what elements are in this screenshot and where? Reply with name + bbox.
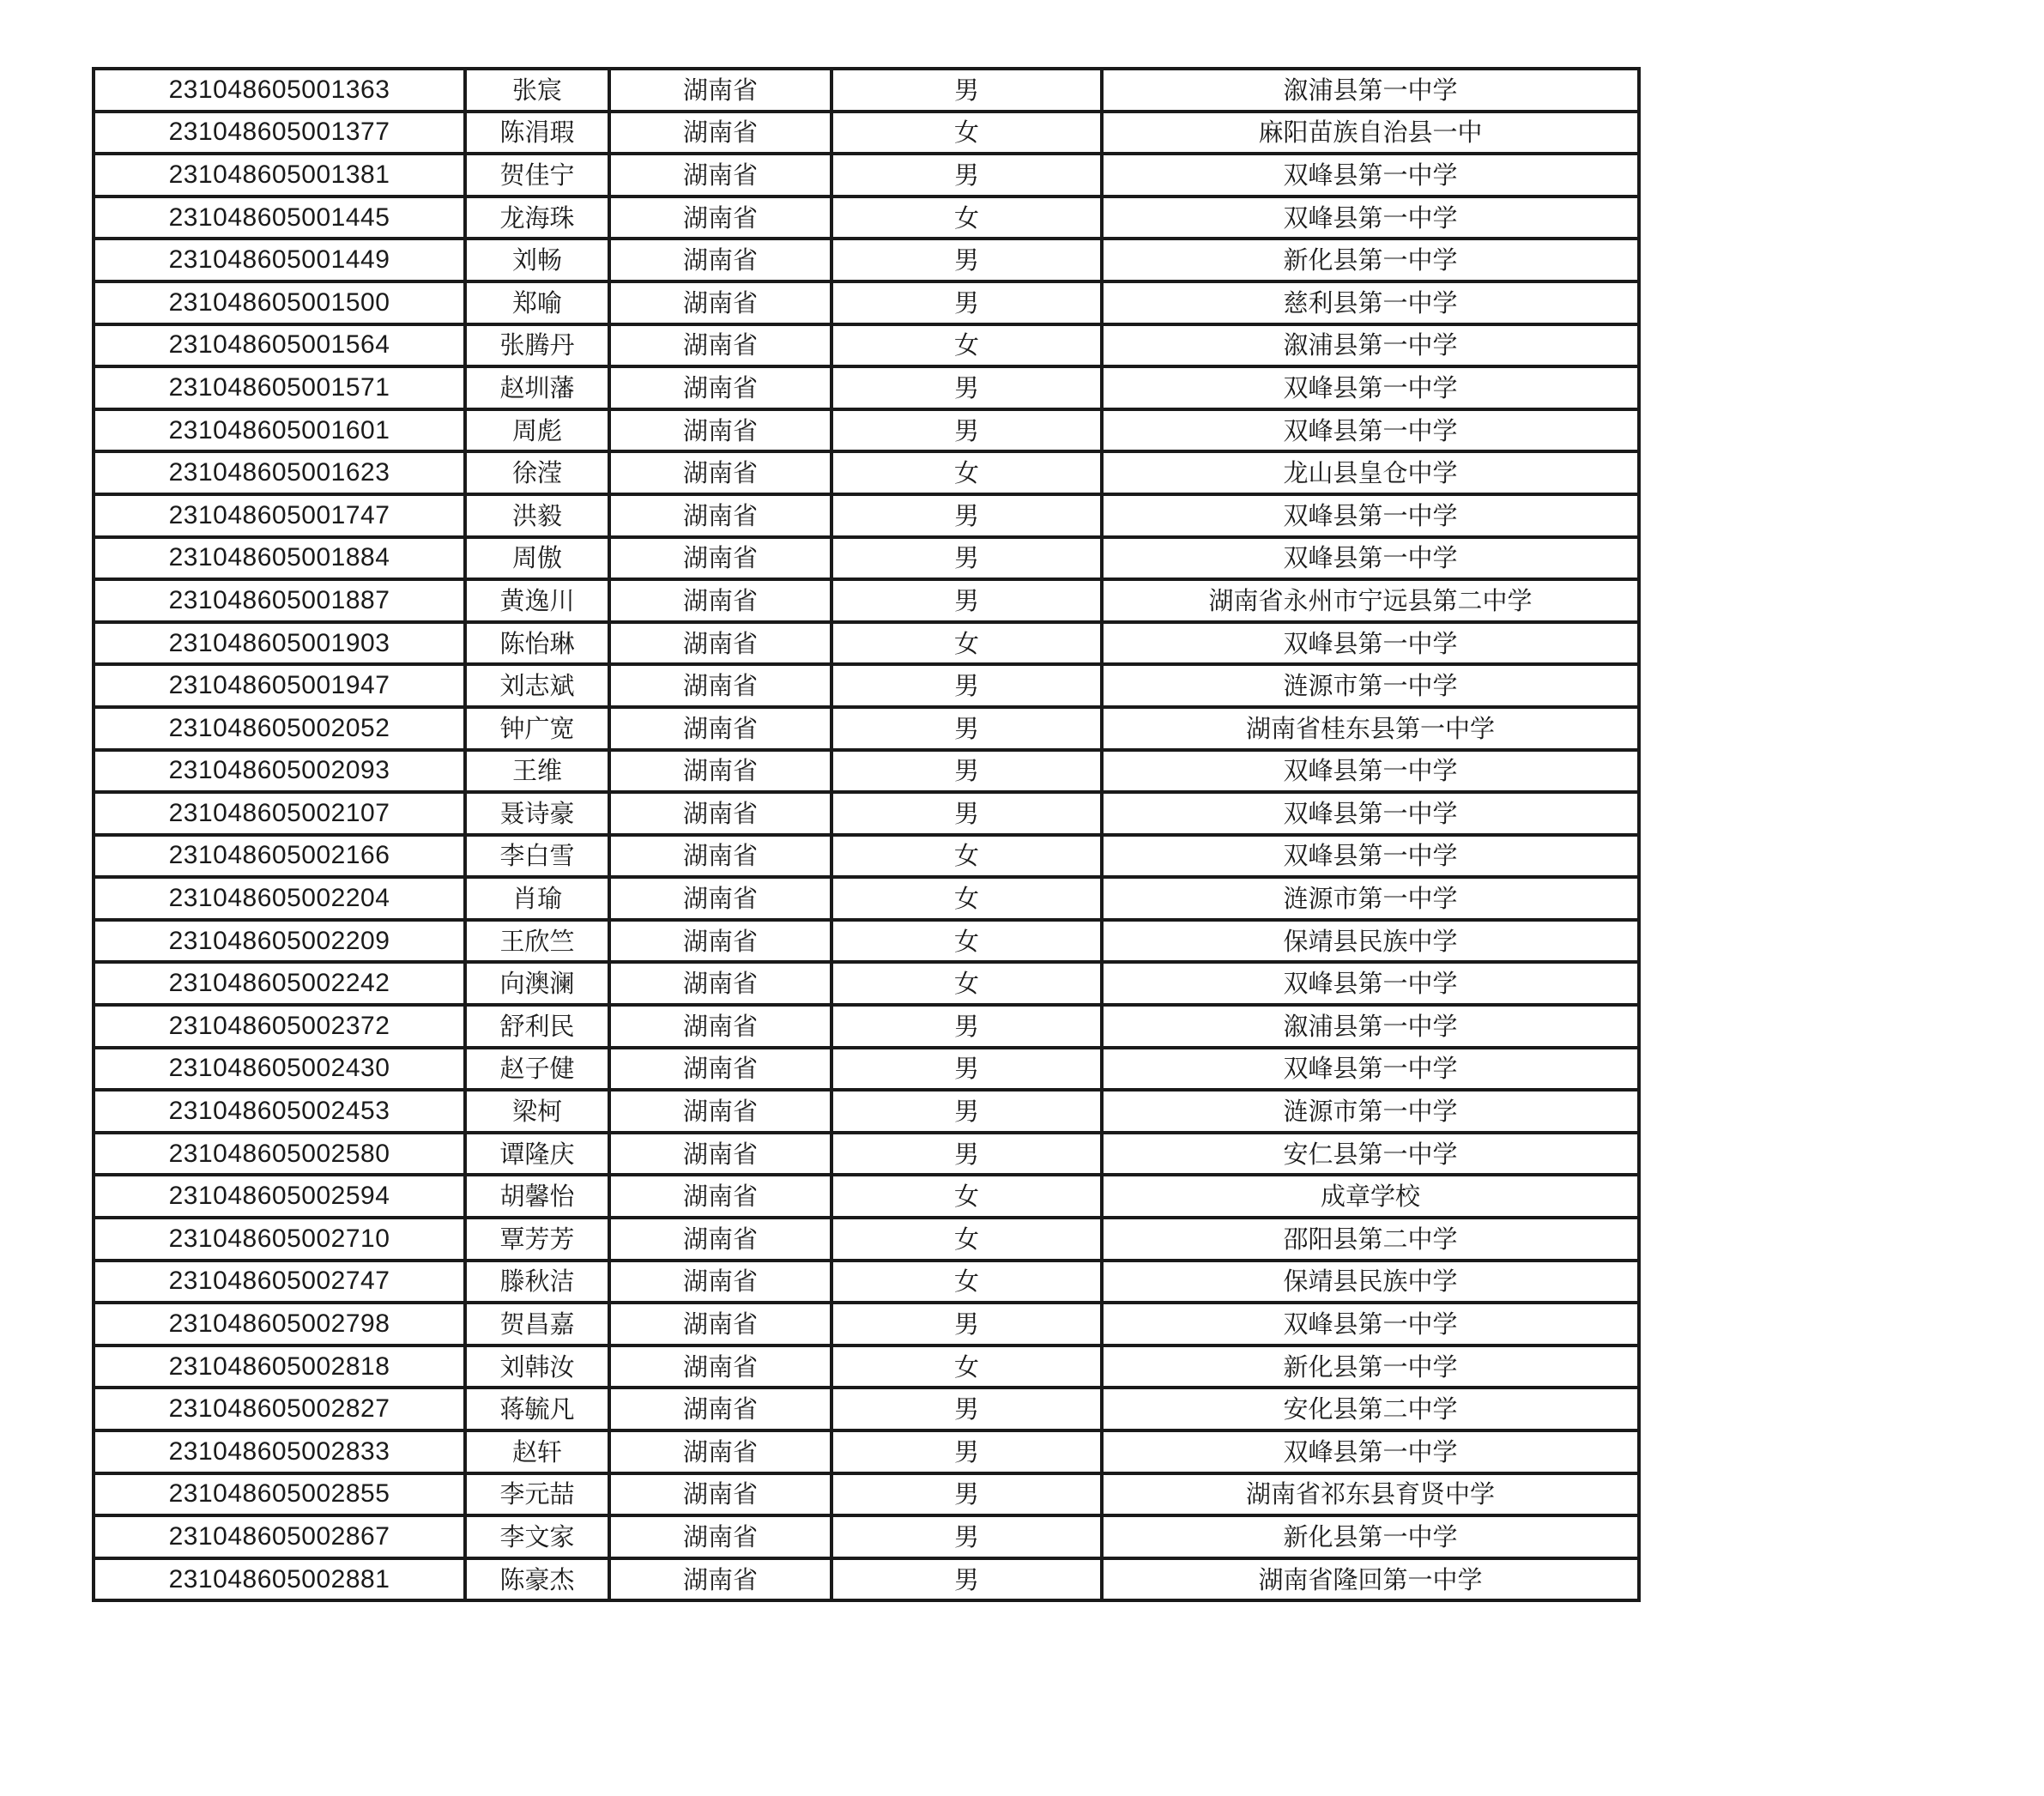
name-cell: 陈怡琳 bbox=[465, 622, 609, 665]
gender-cell: 男 bbox=[832, 792, 1102, 835]
gender-cell: 女 bbox=[832, 1261, 1102, 1303]
id-cell: 231048605002242 bbox=[94, 962, 465, 1005]
table-row bbox=[94, 409, 1639, 452]
school-cell: 龙山县皇仓中学 bbox=[1102, 451, 1639, 494]
province-cell: 湖南省 bbox=[609, 1388, 832, 1430]
gender-cell: 男 bbox=[832, 1430, 1102, 1473]
province-cell: 湖南省 bbox=[609, 1473, 832, 1516]
id-cell: 231048605002818 bbox=[94, 1345, 465, 1388]
school-cell: 新化县第一中学 bbox=[1102, 1515, 1639, 1558]
table-row bbox=[94, 1261, 1639, 1303]
name-cell: 郑喻 bbox=[465, 281, 609, 324]
id-cell: 231048605002166 bbox=[94, 835, 465, 878]
table-row bbox=[94, 154, 1639, 197]
id-cell: 231048605002833 bbox=[94, 1430, 465, 1473]
province-cell: 湖南省 bbox=[609, 494, 832, 537]
table-row bbox=[94, 792, 1639, 835]
school-cell: 成章学校 bbox=[1102, 1175, 1639, 1218]
name-cell: 谭隆庆 bbox=[465, 1133, 609, 1176]
table-row bbox=[94, 197, 1639, 239]
gender-cell: 男 bbox=[832, 154, 1102, 197]
school-cell: 麻阳苗族自治县一中 bbox=[1102, 112, 1639, 154]
province-cell: 湖南省 bbox=[609, 920, 832, 963]
province-cell: 湖南省 bbox=[609, 154, 832, 197]
id-cell: 231048605001884 bbox=[94, 537, 465, 580]
province-cell: 湖南省 bbox=[609, 239, 832, 281]
school-cell: 双峰县第一中学 bbox=[1102, 409, 1639, 452]
id-cell: 231048605002710 bbox=[94, 1218, 465, 1261]
name-cell: 陈豪杰 bbox=[465, 1558, 609, 1601]
name-cell: 张宸 bbox=[465, 69, 609, 112]
school-cell: 溆浦县第一中学 bbox=[1102, 1005, 1639, 1048]
province-cell: 湖南省 bbox=[609, 622, 832, 665]
name-cell: 肖瑜 bbox=[465, 877, 609, 920]
table-row bbox=[94, 1303, 1639, 1345]
province-cell: 湖南省 bbox=[609, 1515, 832, 1558]
province-cell: 湖南省 bbox=[609, 1005, 832, 1048]
table-row bbox=[94, 1048, 1639, 1091]
table-row bbox=[94, 1473, 1639, 1516]
id-cell: 231048605001947 bbox=[94, 664, 465, 707]
province-cell: 湖南省 bbox=[609, 409, 832, 452]
id-cell: 231048605001887 bbox=[94, 579, 465, 622]
name-cell: 黄逸川 bbox=[465, 579, 609, 622]
gender-cell: 男 bbox=[832, 750, 1102, 793]
gender-cell: 男 bbox=[832, 1005, 1102, 1048]
province-cell: 湖南省 bbox=[609, 366, 832, 409]
id-cell: 231048605002881 bbox=[94, 1558, 465, 1601]
gender-cell: 男 bbox=[832, 1473, 1102, 1516]
table-row bbox=[94, 537, 1639, 580]
id-cell: 231048605001564 bbox=[94, 324, 465, 367]
gender-cell: 女 bbox=[832, 451, 1102, 494]
name-cell: 贺昌嘉 bbox=[465, 1303, 609, 1345]
table-row bbox=[94, 664, 1639, 707]
gender-cell: 男 bbox=[832, 69, 1102, 112]
province-cell: 湖南省 bbox=[609, 962, 832, 1005]
id-cell: 231048605001381 bbox=[94, 154, 465, 197]
id-cell: 231048605002209 bbox=[94, 920, 465, 963]
school-cell: 双峰县第一中学 bbox=[1102, 1048, 1639, 1091]
id-cell: 231048605002453 bbox=[94, 1090, 465, 1133]
table-row bbox=[94, 324, 1639, 367]
gender-cell: 女 bbox=[832, 1218, 1102, 1261]
school-cell: 双峰县第一中学 bbox=[1102, 366, 1639, 409]
name-cell: 李白雪 bbox=[465, 835, 609, 878]
table-row bbox=[94, 1133, 1639, 1176]
gender-cell: 女 bbox=[832, 622, 1102, 665]
table-row bbox=[94, 1175, 1639, 1218]
id-cell: 231048605001571 bbox=[94, 366, 465, 409]
id-cell: 231048605001747 bbox=[94, 494, 465, 537]
province-cell: 湖南省 bbox=[609, 1261, 832, 1303]
id-cell: 231048605001500 bbox=[94, 281, 465, 324]
province-cell: 湖南省 bbox=[609, 1558, 832, 1601]
province-cell: 湖南省 bbox=[609, 324, 832, 367]
name-cell: 张腾丹 bbox=[465, 324, 609, 367]
province-cell: 湖南省 bbox=[609, 579, 832, 622]
table-row bbox=[94, 962, 1639, 1005]
table-row bbox=[94, 750, 1639, 793]
province-cell: 湖南省 bbox=[609, 792, 832, 835]
id-cell: 231048605002204 bbox=[94, 877, 465, 920]
table-row bbox=[94, 835, 1639, 878]
id-cell: 231048605002855 bbox=[94, 1473, 465, 1516]
table-row bbox=[94, 1218, 1639, 1261]
table-row bbox=[94, 1388, 1639, 1430]
name-cell: 龙海珠 bbox=[465, 197, 609, 239]
gender-cell: 女 bbox=[832, 324, 1102, 367]
name-cell: 王欣竺 bbox=[465, 920, 609, 963]
id-cell: 231048605001363 bbox=[94, 69, 465, 112]
name-cell: 覃芳芳 bbox=[465, 1218, 609, 1261]
gender-cell: 男 bbox=[832, 707, 1102, 750]
gender-cell: 男 bbox=[832, 239, 1102, 281]
table-row bbox=[94, 112, 1639, 154]
table-row bbox=[94, 1090, 1639, 1133]
province-cell: 湖南省 bbox=[609, 1218, 832, 1261]
gender-cell: 女 bbox=[832, 1175, 1102, 1218]
id-cell: 231048605002107 bbox=[94, 792, 465, 835]
school-cell: 湖南省永州市宁远县第二中学 bbox=[1102, 579, 1639, 622]
province-cell: 湖南省 bbox=[609, 1048, 832, 1091]
province-cell: 湖南省 bbox=[609, 69, 832, 112]
gender-cell: 男 bbox=[832, 537, 1102, 580]
school-cell: 新化县第一中学 bbox=[1102, 239, 1639, 281]
gender-cell: 男 bbox=[832, 409, 1102, 452]
name-cell: 聂诗豪 bbox=[465, 792, 609, 835]
table-row bbox=[94, 1430, 1639, 1473]
id-cell: 231048605002867 bbox=[94, 1515, 465, 1558]
gender-cell: 女 bbox=[832, 835, 1102, 878]
province-cell: 湖南省 bbox=[609, 537, 832, 580]
id-cell: 231048605002747 bbox=[94, 1261, 465, 1303]
table-row bbox=[94, 920, 1639, 963]
province-cell: 湖南省 bbox=[609, 451, 832, 494]
table-row bbox=[94, 281, 1639, 324]
id-cell: 231048605002594 bbox=[94, 1175, 465, 1218]
province-cell: 湖南省 bbox=[609, 750, 832, 793]
gender-cell: 男 bbox=[832, 579, 1102, 622]
name-cell: 梁柯 bbox=[465, 1090, 609, 1133]
id-cell: 231048605002372 bbox=[94, 1005, 465, 1048]
school-cell: 邵阳县第二中学 bbox=[1102, 1218, 1639, 1261]
table-row bbox=[94, 622, 1639, 665]
name-cell: 李文家 bbox=[465, 1515, 609, 1558]
name-cell: 贺佳宁 bbox=[465, 154, 609, 197]
table-row bbox=[94, 1345, 1639, 1388]
school-cell: 溆浦县第一中学 bbox=[1102, 69, 1639, 112]
school-cell: 双峰县第一中学 bbox=[1102, 622, 1639, 665]
id-cell: 231048605001903 bbox=[94, 622, 465, 665]
table-row bbox=[94, 1005, 1639, 1048]
id-cell: 231048605001377 bbox=[94, 112, 465, 154]
school-cell: 涟源市第一中学 bbox=[1102, 877, 1639, 920]
school-cell: 双峰县第一中学 bbox=[1102, 1430, 1639, 1473]
province-cell: 湖南省 bbox=[609, 1345, 832, 1388]
gender-cell: 男 bbox=[832, 366, 1102, 409]
school-cell: 湖南省桂东县第一中学 bbox=[1102, 707, 1639, 750]
id-cell: 231048605002580 bbox=[94, 1133, 465, 1176]
gender-cell: 女 bbox=[832, 1345, 1102, 1388]
roster-table-body bbox=[94, 69, 1639, 1600]
gender-cell: 女 bbox=[832, 962, 1102, 1005]
name-cell: 王维 bbox=[465, 750, 609, 793]
school-cell: 双峰县第一中学 bbox=[1102, 154, 1639, 197]
province-cell: 湖南省 bbox=[609, 1175, 832, 1218]
school-cell: 双峰县第一中学 bbox=[1102, 835, 1639, 878]
school-cell: 湖南省隆回第一中学 bbox=[1102, 1558, 1639, 1601]
school-cell: 安化县第二中学 bbox=[1102, 1388, 1639, 1430]
table-row bbox=[94, 366, 1639, 409]
gender-cell: 男 bbox=[832, 664, 1102, 707]
gender-cell: 男 bbox=[832, 281, 1102, 324]
gender-cell: 女 bbox=[832, 112, 1102, 154]
name-cell: 钟广宽 bbox=[465, 707, 609, 750]
province-cell: 湖南省 bbox=[609, 112, 832, 154]
id-cell: 231048605001445 bbox=[94, 197, 465, 239]
id-cell: 231048605001449 bbox=[94, 239, 465, 281]
name-cell: 刘韩汝 bbox=[465, 1345, 609, 1388]
name-cell: 周彪 bbox=[465, 409, 609, 452]
gender-cell: 女 bbox=[832, 877, 1102, 920]
table-row bbox=[94, 579, 1639, 622]
name-cell: 刘畅 bbox=[465, 239, 609, 281]
province-cell: 湖南省 bbox=[609, 707, 832, 750]
school-cell: 新化县第一中学 bbox=[1102, 1345, 1639, 1388]
province-cell: 湖南省 bbox=[609, 1090, 832, 1133]
school-cell: 双峰县第一中学 bbox=[1102, 792, 1639, 835]
id-cell: 231048605002093 bbox=[94, 750, 465, 793]
school-cell: 安仁县第一中学 bbox=[1102, 1133, 1639, 1176]
table-row bbox=[94, 707, 1639, 750]
gender-cell: 女 bbox=[832, 920, 1102, 963]
name-cell: 徐滢 bbox=[465, 451, 609, 494]
province-cell: 湖南省 bbox=[609, 835, 832, 878]
province-cell: 湖南省 bbox=[609, 1303, 832, 1345]
name-cell: 周傲 bbox=[465, 537, 609, 580]
school-cell: 湖南省祁东县育贤中学 bbox=[1102, 1473, 1639, 1516]
name-cell: 蒋毓凡 bbox=[465, 1388, 609, 1430]
name-cell: 洪毅 bbox=[465, 494, 609, 537]
id-cell: 231048605002827 bbox=[94, 1388, 465, 1430]
province-cell: 湖南省 bbox=[609, 281, 832, 324]
province-cell: 湖南省 bbox=[609, 1430, 832, 1473]
id-cell: 231048605002798 bbox=[94, 1303, 465, 1345]
gender-cell: 男 bbox=[832, 1388, 1102, 1430]
table-row bbox=[94, 239, 1639, 281]
id-cell: 231048605001601 bbox=[94, 409, 465, 452]
school-cell: 双峰县第一中学 bbox=[1102, 197, 1639, 239]
school-cell: 双峰县第一中学 bbox=[1102, 750, 1639, 793]
table-row bbox=[94, 1558, 1639, 1601]
name-cell: 舒利民 bbox=[465, 1005, 609, 1048]
school-cell: 双峰县第一中学 bbox=[1102, 537, 1639, 580]
province-cell: 湖南省 bbox=[609, 664, 832, 707]
province-cell: 湖南省 bbox=[609, 197, 832, 239]
table-row bbox=[94, 877, 1639, 920]
gender-cell: 男 bbox=[832, 1048, 1102, 1091]
school-cell: 溆浦县第一中学 bbox=[1102, 324, 1639, 367]
name-cell: 向澳澜 bbox=[465, 962, 609, 1005]
name-cell: 胡馨怡 bbox=[465, 1175, 609, 1218]
name-cell: 赵轩 bbox=[465, 1430, 609, 1473]
gender-cell: 男 bbox=[832, 1558, 1102, 1601]
school-cell: 慈利县第一中学 bbox=[1102, 281, 1639, 324]
name-cell: 李元喆 bbox=[465, 1473, 609, 1516]
gender-cell: 男 bbox=[832, 1303, 1102, 1345]
school-cell: 双峰县第一中学 bbox=[1102, 962, 1639, 1005]
school-cell: 双峰县第一中学 bbox=[1102, 1303, 1639, 1345]
table-row bbox=[94, 1515, 1639, 1558]
name-cell: 滕秋洁 bbox=[465, 1261, 609, 1303]
gender-cell: 男 bbox=[832, 1515, 1102, 1558]
id-cell: 231048605002052 bbox=[94, 707, 465, 750]
id-cell: 231048605002430 bbox=[94, 1048, 465, 1091]
name-cell: 刘志斌 bbox=[465, 664, 609, 707]
id-cell: 231048605001623 bbox=[94, 451, 465, 494]
school-cell: 双峰县第一中学 bbox=[1102, 494, 1639, 537]
table-row bbox=[94, 494, 1639, 537]
table-row bbox=[94, 69, 1639, 112]
school-cell: 保靖县民族中学 bbox=[1102, 920, 1639, 963]
table-row bbox=[94, 451, 1639, 494]
name-cell: 赵子健 bbox=[465, 1048, 609, 1091]
gender-cell: 女 bbox=[832, 197, 1102, 239]
gender-cell: 男 bbox=[832, 1090, 1102, 1133]
school-cell: 涟源市第一中学 bbox=[1102, 1090, 1639, 1133]
name-cell: 陈涓瑕 bbox=[465, 112, 609, 154]
gender-cell: 男 bbox=[832, 1133, 1102, 1176]
school-cell: 保靖县民族中学 bbox=[1102, 1261, 1639, 1303]
gender-cell: 男 bbox=[832, 494, 1102, 537]
name-cell: 赵圳藩 bbox=[465, 366, 609, 409]
roster-table bbox=[92, 67, 1641, 1602]
province-cell: 湖南省 bbox=[609, 1133, 832, 1176]
province-cell: 湖南省 bbox=[609, 877, 832, 920]
school-cell: 涟源市第一中学 bbox=[1102, 664, 1639, 707]
